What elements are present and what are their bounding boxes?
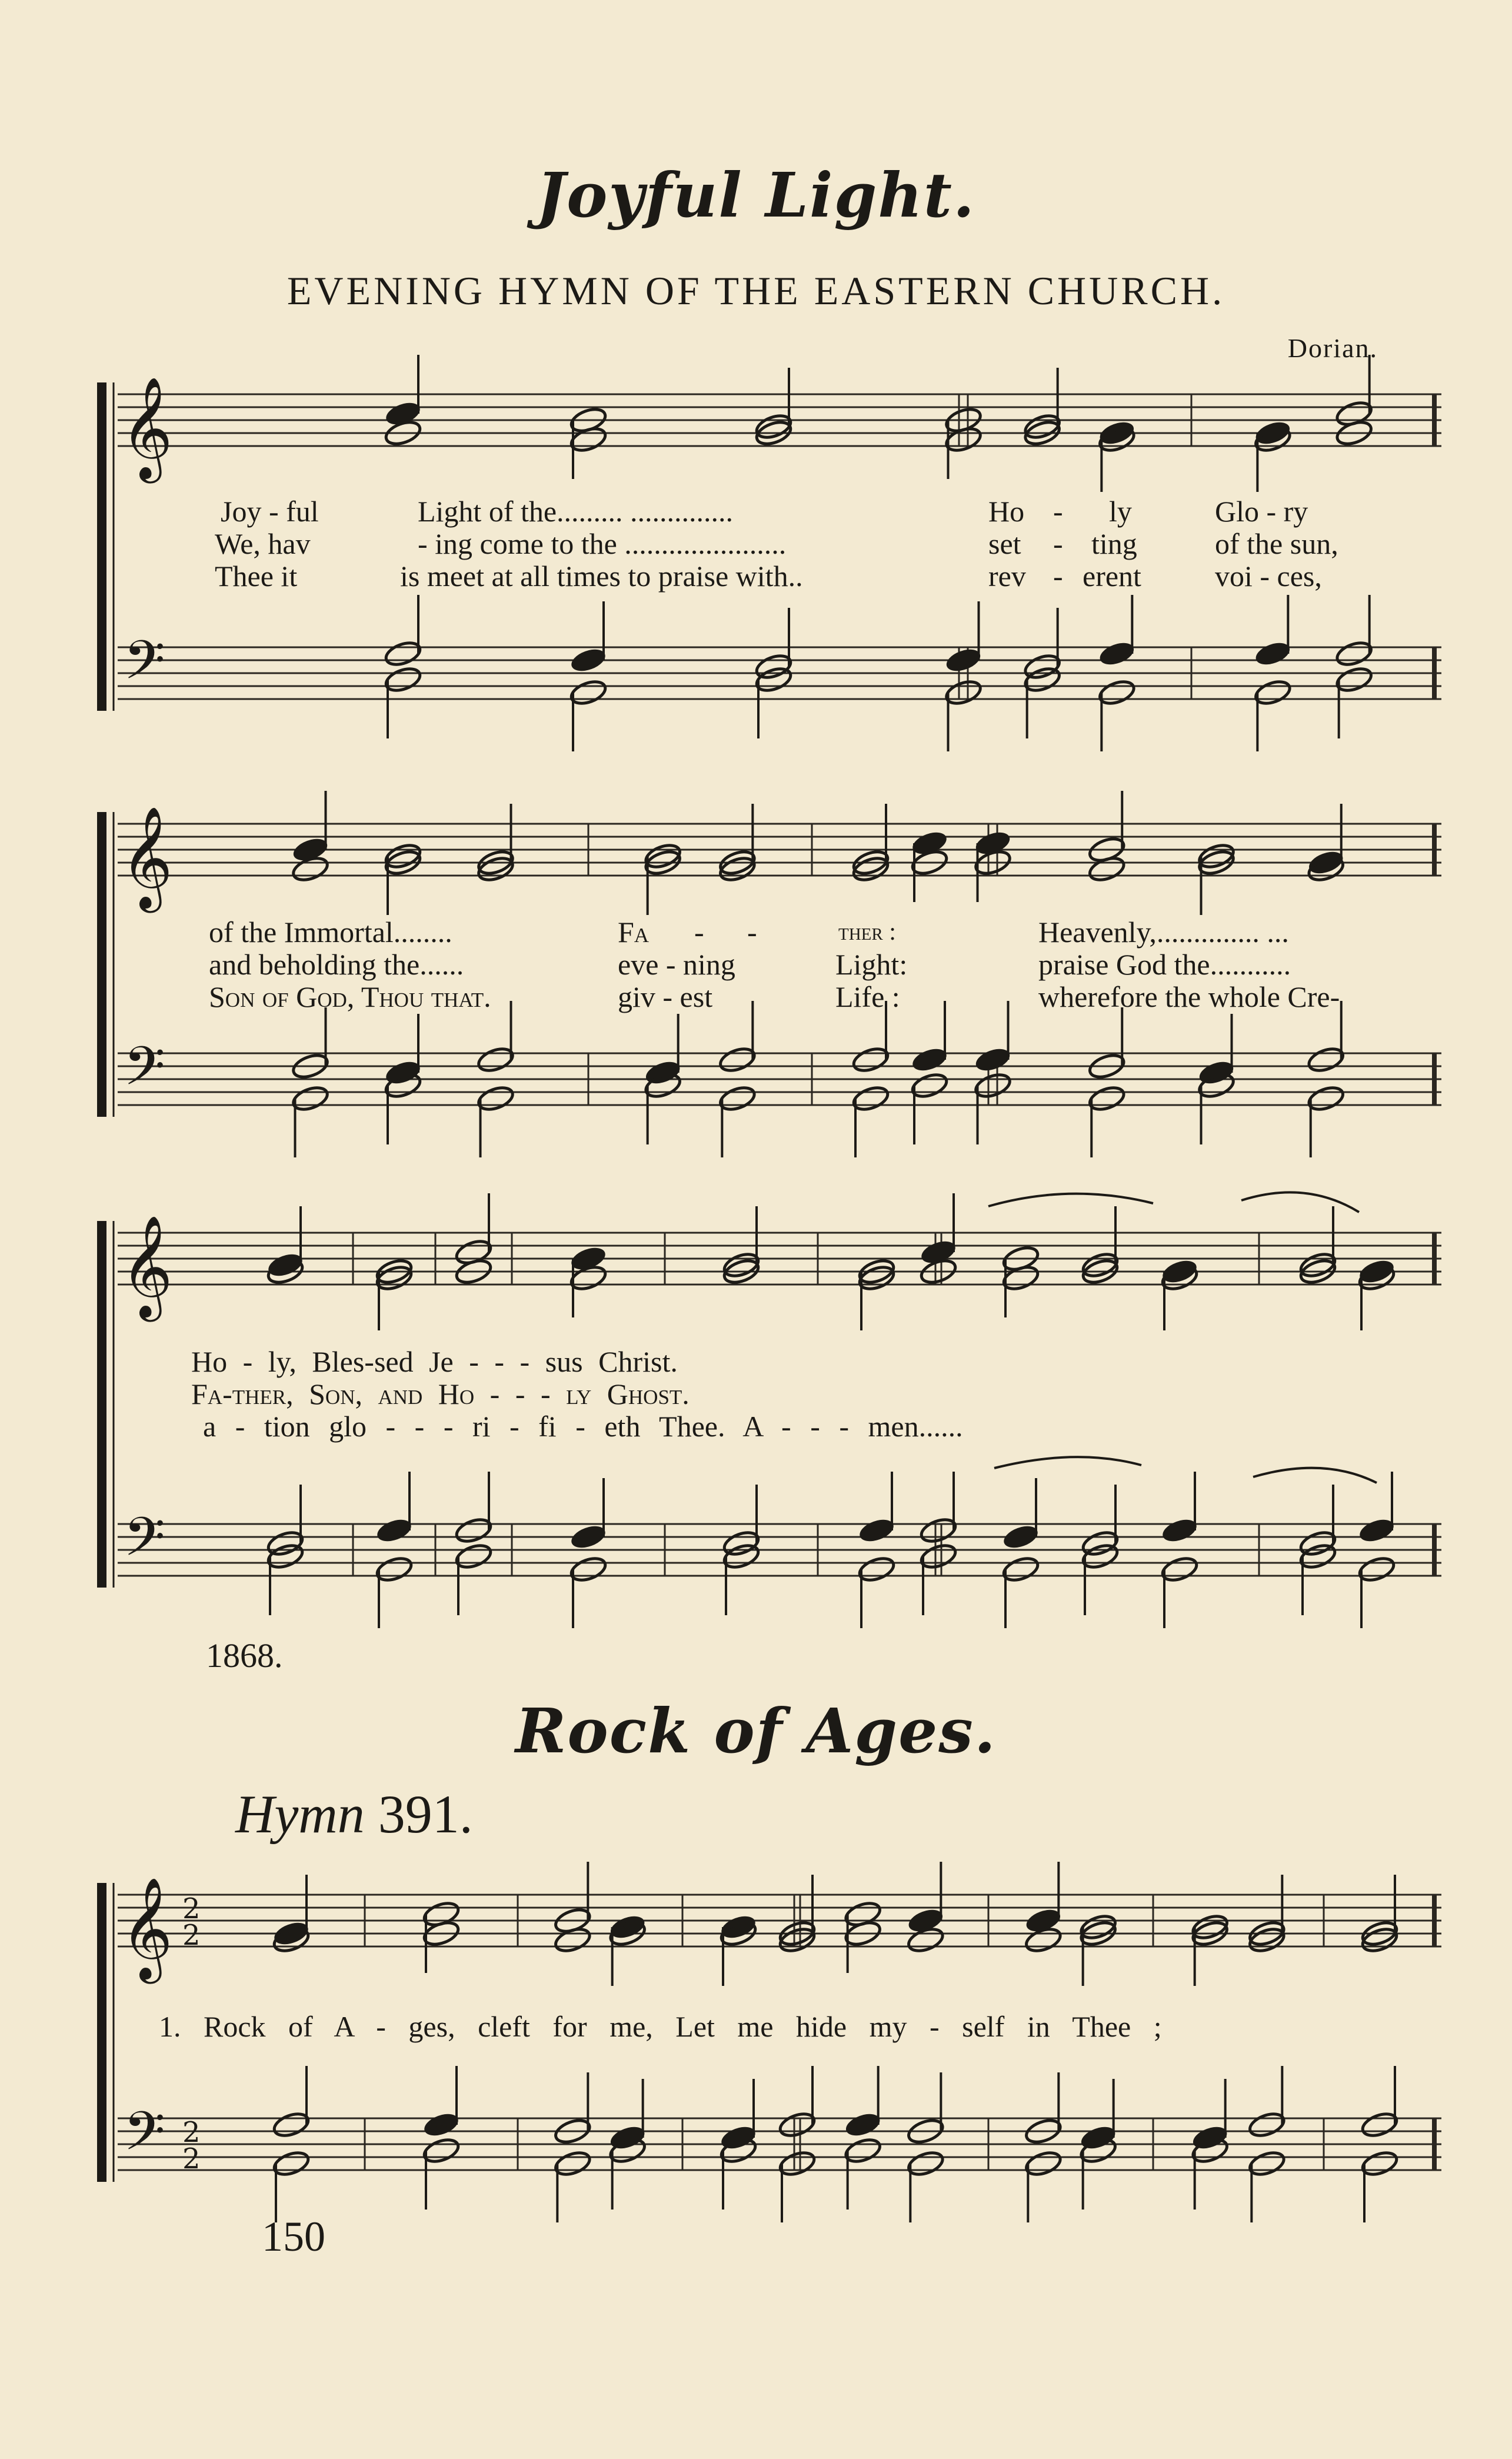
slur (1241, 1192, 1359, 1212)
note-head (843, 2110, 882, 2140)
lyric-line: Heavenly,.............. ... (1038, 916, 1289, 949)
note-head (918, 1542, 958, 1572)
note-head (374, 1555, 414, 1585)
note-head (568, 1522, 608, 1552)
hymn-subtitle: EVENING HYMN OF THE EASTERN CHURCH. (287, 268, 1225, 313)
lyric-line: ly (1109, 495, 1132, 528)
note-head (1253, 678, 1293, 708)
note-head (568, 645, 608, 676)
note-head (918, 1516, 958, 1546)
note-head (1023, 665, 1062, 695)
note-head (973, 1071, 1013, 1101)
lyric-line: a - tion glo - - - ri - fi - eth Thee. A - - - men...... (203, 1410, 963, 1443)
note-head (843, 2136, 882, 2166)
note-head (1097, 639, 1137, 669)
note-head (1357, 1555, 1396, 1585)
lyric-line: - (694, 916, 704, 949)
treble-clef-icon: 𝄞 (121, 1877, 173, 1979)
note-head (421, 2136, 461, 2166)
note-head (1097, 678, 1137, 708)
note-head (1160, 1516, 1199, 1546)
note-head (857, 1555, 896, 1585)
bass-clef-icon: 𝄢 (124, 629, 165, 704)
lyric-line: 1. Rock of A - ges, cleft for me, Let me hide my - self in Thee ; (159, 2010, 1162, 2043)
treble-clef-icon: 𝄞 (121, 377, 173, 479)
lyric-line: ting (1091, 527, 1137, 560)
lyric-line: Ho - ly, Bles-sed Je - - - sus Christ. (191, 1345, 678, 1378)
lyric-line: of the sun, (1215, 527, 1338, 560)
lyric-line: praise God the........... (1038, 948, 1291, 981)
note-head (568, 678, 608, 708)
lyric-line: - (1053, 495, 1063, 528)
time-signature: 2 (182, 2116, 201, 2149)
note-head (1247, 2149, 1287, 2179)
mode-label: Dorian. (1287, 333, 1378, 363)
note-head (1080, 1542, 1120, 1572)
note-head (754, 665, 793, 695)
page-number: 150 (262, 2213, 325, 2260)
lyric-line: voi - ces, (1215, 560, 1322, 593)
note-head (944, 678, 983, 708)
note-head (721, 1542, 761, 1572)
lyric-line: Light of the......... .............. (418, 495, 734, 528)
system-brace (97, 1883, 106, 2182)
note-head (906, 2149, 945, 2179)
note-head (1334, 639, 1374, 669)
note-head (718, 1045, 757, 1075)
lyric-line: eve - ning (618, 948, 735, 981)
lyric-line: Fa-ther, Son, and Ho - - - ly Ghost. (191, 1377, 690, 1410)
note-head (265, 1542, 305, 1572)
lyric-line: of the Immortal........ (209, 916, 452, 949)
note-head (718, 1084, 757, 1114)
lyric-line: - (1053, 527, 1063, 560)
lyric-line: giv - est (618, 980, 713, 1013)
treble-clef-icon: 𝄞 (121, 1215, 173, 1317)
lyric-line: Ho (988, 495, 1025, 528)
note-head (553, 2149, 592, 2179)
system-brace (97, 382, 106, 711)
hymn-title-rock-of-ages: Rock of Ages. (515, 1695, 997, 1767)
note-head (454, 1516, 493, 1546)
lyric-line: is meet at all times to praise with.. (400, 560, 803, 593)
note-head (454, 1542, 493, 1572)
slur (988, 1194, 1153, 1206)
note-head (1001, 1522, 1040, 1552)
note-head (271, 2110, 311, 2140)
year-label: 1868. (206, 1636, 283, 1675)
note-head (1253, 639, 1293, 669)
bass-clef-icon: 𝄢 (124, 2100, 165, 2175)
lyric-line: and beholding the...... (209, 948, 464, 981)
lyric-line: ther : (838, 919, 896, 946)
lyric-line: Glo - ry (1215, 495, 1308, 528)
note-head (383, 639, 422, 669)
lyric-line: set (988, 527, 1021, 560)
note-head (851, 1084, 890, 1114)
lyric-line: rev (988, 560, 1026, 593)
time-signature: 2 (182, 1892, 201, 1925)
bass-clef-icon: 𝄢 (124, 1035, 165, 1110)
system-brace (97, 812, 106, 1117)
note-head (1360, 2149, 1399, 2179)
note-head (374, 1516, 414, 1546)
note-head (910, 1045, 949, 1075)
time-signature: 2 (182, 1919, 201, 1952)
system-brace (97, 1221, 106, 1588)
note-head (291, 1084, 330, 1114)
lyric-line: Fa (618, 916, 650, 949)
hymn-number-label: Hymn 391. (235, 1784, 473, 1844)
bass-clef-icon: 𝄢 (124, 1506, 165, 1581)
lyric-line: wherefore the whole Cre- (1038, 980, 1340, 1013)
lyric-line: - ing come to the ...................... (418, 527, 787, 560)
lyric-line: Son of God, Thou that. (209, 980, 491, 1013)
lyric-line: Thee it (215, 560, 298, 593)
note-head (1360, 2110, 1399, 2140)
lyric-line: - (747, 916, 757, 949)
note-head (1001, 1555, 1040, 1585)
note-head (1160, 1555, 1199, 1585)
note-head (973, 1045, 1013, 1075)
lyric-line: erent (1083, 560, 1141, 593)
note-head (476, 1045, 515, 1075)
lyric-line: We, hav (215, 527, 311, 560)
note-head (777, 2149, 817, 2179)
note-head (777, 2110, 817, 2140)
lyric-line: Light: (835, 948, 908, 981)
time-signature: 2 (182, 2142, 201, 2175)
note-head (476, 1084, 515, 1114)
note-head (1357, 1516, 1396, 1546)
note-head (1247, 2110, 1287, 2140)
note-head (271, 2149, 311, 2179)
note-head (1298, 1542, 1337, 1572)
note-head (1306, 1084, 1346, 1114)
note-head (383, 665, 422, 695)
note-head (851, 1045, 890, 1075)
lyric-line: Life : (835, 980, 900, 1013)
note-head (857, 1516, 896, 1546)
note-head (1087, 1084, 1127, 1114)
slur (1253, 1468, 1377, 1483)
hymn-title-joyful-light: Joyful Light. (536, 159, 976, 231)
treble-clef-icon: 𝄞 (121, 806, 173, 909)
lyric-line: Joy - ful (221, 495, 319, 528)
note-head (1334, 665, 1374, 695)
note-head (1024, 2149, 1063, 2179)
note-head (944, 645, 983, 676)
slur (994, 1457, 1141, 1468)
note-head (568, 1555, 608, 1585)
note-head (421, 2110, 461, 2140)
note-head (910, 1071, 949, 1101)
lyric-line: - (1053, 560, 1063, 593)
note-head (1306, 1045, 1346, 1075)
